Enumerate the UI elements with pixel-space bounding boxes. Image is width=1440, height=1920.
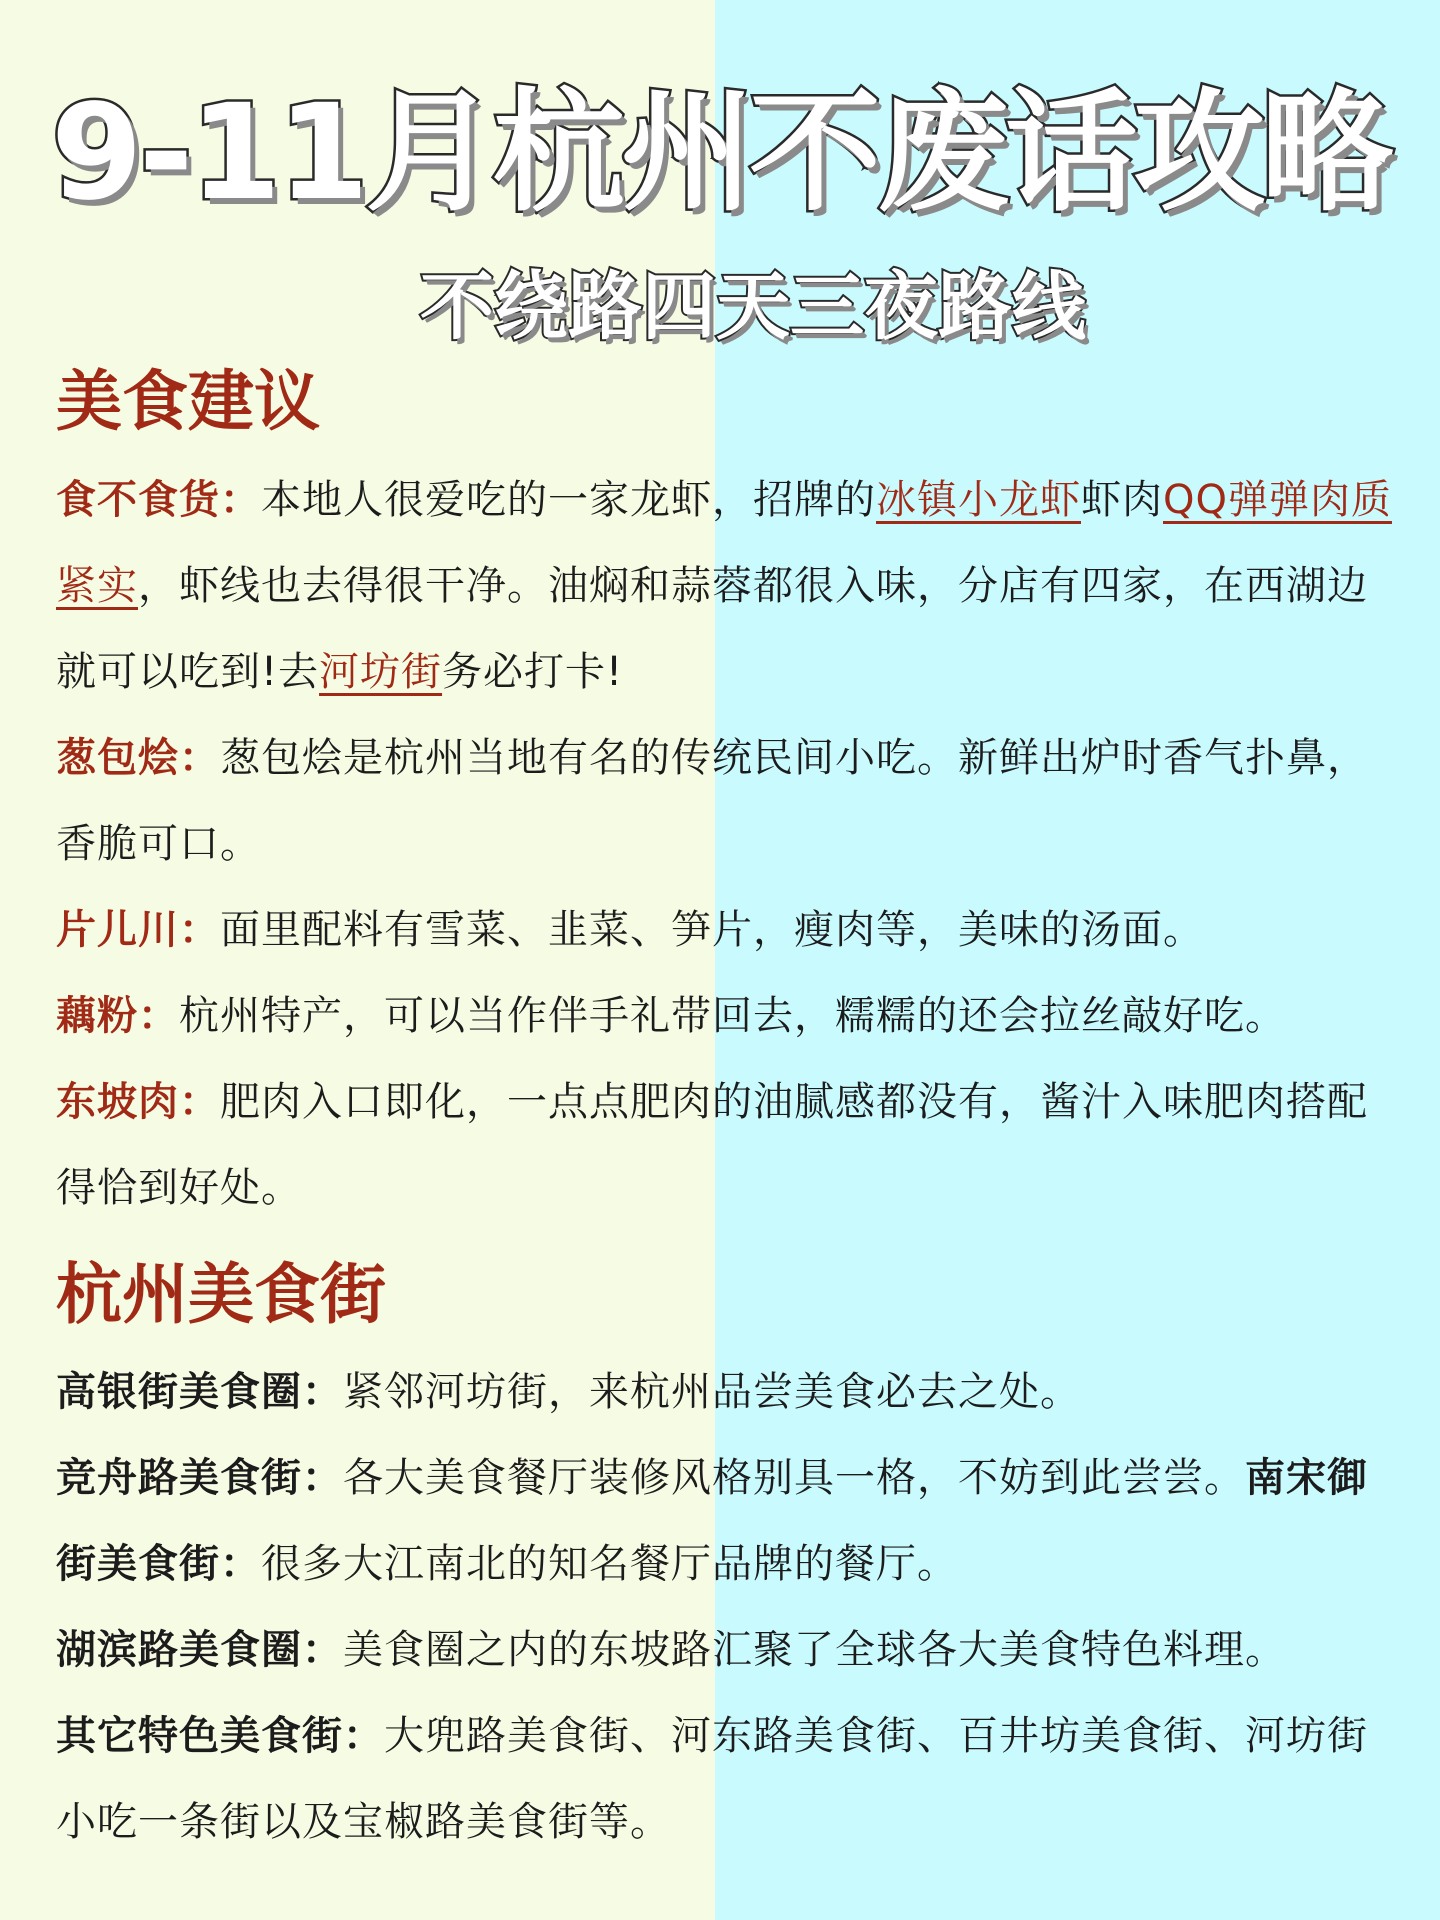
- street-item: [56, 1693, 1396, 1865]
- food-item-text: 务必打卡!: [442, 649, 624, 695]
- food-item-dongporou: [56, 1059, 1396, 1231]
- food-item-label: 东坡肉：: [56, 1079, 220, 1125]
- food-item-label: 食不食货：: [56, 477, 261, 523]
- page-subtitle: 不绕路四天三夜路线: [420, 264, 1086, 350]
- street-item-text: 各大美食餐厅装修风格别具一格，不妨到此尝尝。: [343, 1455, 1245, 1501]
- highlight-text: 冰镇小龙虾: [876, 477, 1081, 523]
- highlight-text: QQ弹弹肉质紧实: [56, 477, 1392, 609]
- street-item-label: 高银街美食圈：: [56, 1369, 343, 1415]
- street-item-text: 很多大江南北的知名餐厅品牌的餐厅。: [261, 1541, 958, 1587]
- food-item-text: ，虾线也去得很干净。油焖和蒜蓉都很入味，分店有四家，在西湖边就可以吃到!去: [56, 563, 1368, 695]
- food-item-label: 葱包烩：: [56, 735, 220, 781]
- street-item: [56, 1607, 1396, 1693]
- street-item-label: 竞舟路美食街：: [56, 1455, 343, 1501]
- food-item-text: 本地人很爱吃的一家龙虾，招牌的: [261, 477, 876, 523]
- section-heading-food: 美食建议: [56, 363, 320, 440]
- food-item-text: 面里配料有雪菜、韭菜、笋片，瘦肉等，美味的汤面。: [220, 907, 1204, 953]
- street-item: [56, 1435, 1396, 1607]
- section-heading-streets: 杭州美食街: [56, 1256, 386, 1333]
- food-item-pianerchuan: [56, 887, 1396, 973]
- food-item-text: 葱包烩是杭州当地有名的传统民间小吃。新鲜出炉时香气扑鼻，香脆可口。: [56, 735, 1368, 867]
- street-item-text: 紧邻河坊街，来杭州品尝美食必去之处。: [343, 1369, 1081, 1415]
- food-item-longxia: [56, 457, 1396, 715]
- street-item-label: 其它特色美食街：: [56, 1713, 384, 1759]
- food-item-label: 藕粉：: [56, 993, 179, 1039]
- food-item-congbaohui: [56, 715, 1396, 887]
- highlight-text: 河坊街: [319, 649, 443, 695]
- street-item-text: 美食圈之内的东坡路汇聚了全球各大美食特色料理。: [343, 1627, 1286, 1673]
- food-item-label: 片儿川：: [56, 907, 220, 953]
- page-title: 9-11月杭州不废话攻略: [50, 76, 1390, 230]
- food-item-text: 杭州特产，可以当作伴手礼带回去，糯糯的还会拉丝敲好吃。: [179, 993, 1286, 1039]
- food-item-text: 虾肉: [1081, 477, 1163, 523]
- street-item-label: 南宋御街美食街：: [56, 1455, 1368, 1587]
- street-item-text: 大兜路美食街、河东路美食街、百井坊美食街、河坊街小吃一条街以及宝椒路美食街等。: [56, 1713, 1368, 1845]
- food-item-oufen: [56, 973, 1396, 1059]
- street-item: [56, 1349, 1396, 1435]
- food-item-text: 肥肉入口即化，一点点肥肉的油腻感都没有，酱汁入味肥肉搭配得恰到好处。: [56, 1079, 1368, 1211]
- street-item-label: 湖滨路美食圈：: [56, 1627, 343, 1673]
